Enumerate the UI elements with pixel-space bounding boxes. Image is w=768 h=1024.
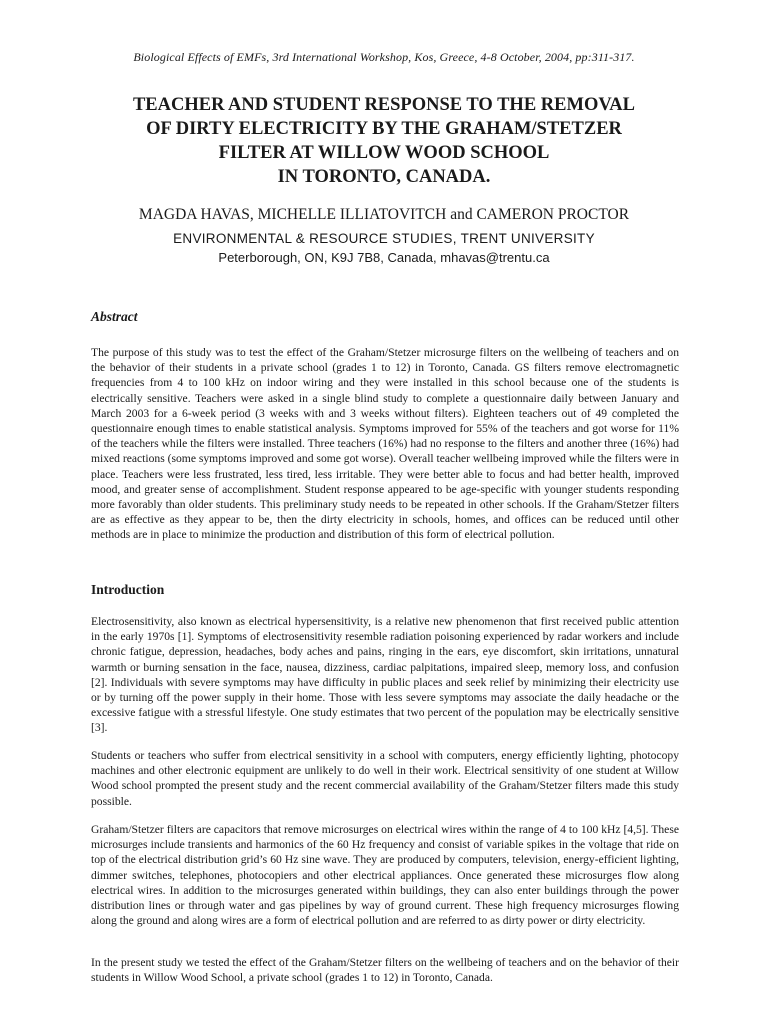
title-line: IN TORONTO, CANADA. <box>277 167 491 187</box>
author-list: MAGDA HAVAS, MICHELLE ILLIATOVITCH and CAMERON PROCTOR <box>138 206 630 223</box>
author-address: Peterborough, ON, K9J 7B8, Canada, mhavas@trentu.ca <box>218 250 550 265</box>
affiliation: ENVIRONMENTAL & RESOURCE STUDIES, TRENT UNIVERSITY <box>173 231 595 246</box>
title-line: OF DIRTY ELECTRICITY BY THE GRAHAM/STETZER <box>146 119 622 139</box>
citation-header: Biological Effects of EMFs, 3rd International Workshop, Kos, Greece, 4-8 October, 2004, pp:311-317. <box>133 50 635 64</box>
abstract-text: The purpose of this study was to test the effect of the Graham/Stetzer microsurge filters on the wellbeing of teachers and on the behavior of their students in a private school (grades 1 to 12) in Toronto, Canada. GS filters remove electromagnetic frequencies from 4 to 100 kHz on indoor wiring and they were installed in this school because one of the students is electrically sensitive. Teachers were asked in a single blind study to complete a questionnaire daily between January and March 2003 for a 6-week period (3 weeks with and 3 weeks without filters). Eighteen teachers out of 49 completed the questionnaire enough times to enable statistical analysis. Symptoms improved for 55% of the teachers and got worse for 11% of the teachers while the filters were installed. Three teachers (16%) had no response to the filters and another three (16%) had mixed reactions (some symptoms improved and some got worse). Overall teacher wellbeing improved while the filters were in place. Teachers were less frustrated, less tired, less irritable. They were better able to focus and had better health, improved mood, and greater sense of accomplishment. Student response appeared to be age-specific with younger students responding more favorably than older students. This preliminary study needs to be repeated in other schools. If the Graham/Stetzer filters are as effective as they appear to be, then the dirty electricity in schools, homes, and offices can be reduced until other methods are in place to minimize the production and distribution of this form of electrical pollution. <box>91 346 679 542</box>
title-line: FILTER AT WILLOW WOOD SCHOOL <box>218 143 550 163</box>
introduction-heading: Introduction <box>91 582 165 597</box>
title-line: TEACHER AND STUDENT RESPONSE TO THE REMOVAL <box>132 95 636 115</box>
intro-paragraph: Students or teachers who suffer from electrical sensitivity in a school with computers, energy efficiently lighting, photocopy machines and other electronic equipment are unlikely to do well in their work. Electrical sensitivity of one student at Willow Wood school prompted the present study and the recent commercial availability of the Graham/Stetzer filters made this study possible. <box>91 749 679 808</box>
abstract-heading: Abstract <box>91 309 138 324</box>
intro-paragraph: Electrosensitivity, also known as electrical hypersensitivity, is a relative new phenomenon that first received public attention in the early 1970s [1]. Symptoms of electrosensitivity resemble radiation poisoning experienced by radar workers and include chronic fatigue, depression, headaches, body aches and pains, ringing in the ears, eye discomfort, skin irritations, unnatural warmth or burning sensation in the face, nausea, dizziness, cardiac palpitations, impaired sleep, memory loss, and confusion [2]. Individuals with severe symptoms may have difficulty in public places and seek relief by minimizing their electricity use or by turning off the power supply in their home. Those with less severe symptoms may associate the daily headache or the excessive fatigue with a stressful lifestyle. One study estimates that two percent of the population may be electrically sensitive [3]. <box>91 615 679 735</box>
intro-paragraph: Graham/Stetzer filters are capacitors that remove microsurges on electrical wires within the range of 4 to 100 kHz [4,5]. These microsurges include transients and harmonics of the 60 Hz frequency and consist of variable spikes in the voltage that ride on top of the electrical distribution grid’s 60 Hz sine wave. They are produced by computers, television, energy-efficient lighting, dimmer switches, telephones, photocopiers and other electrical appliances. Once generated these microsurges flow along electrical wires. In addition to the microsurges generated within buildings, they can also enter buildings through the power distribution lines or through water and gas pipelines by way of ground current. These high frequency microsurges flowing along the ground and along wires are a form of electrical pollution and are referred to as dirty power or dirty electricity. <box>91 823 679 928</box>
intro-paragraph: In the present study we tested the effect of the Graham/Stetzer filters on the wellbeing of teachers and on the behavior of their students in Willow Wood School, a private school (grades 1 to 12) in Toronto, Canada. <box>91 956 679 985</box>
paper-title <box>40 93 728 189</box>
